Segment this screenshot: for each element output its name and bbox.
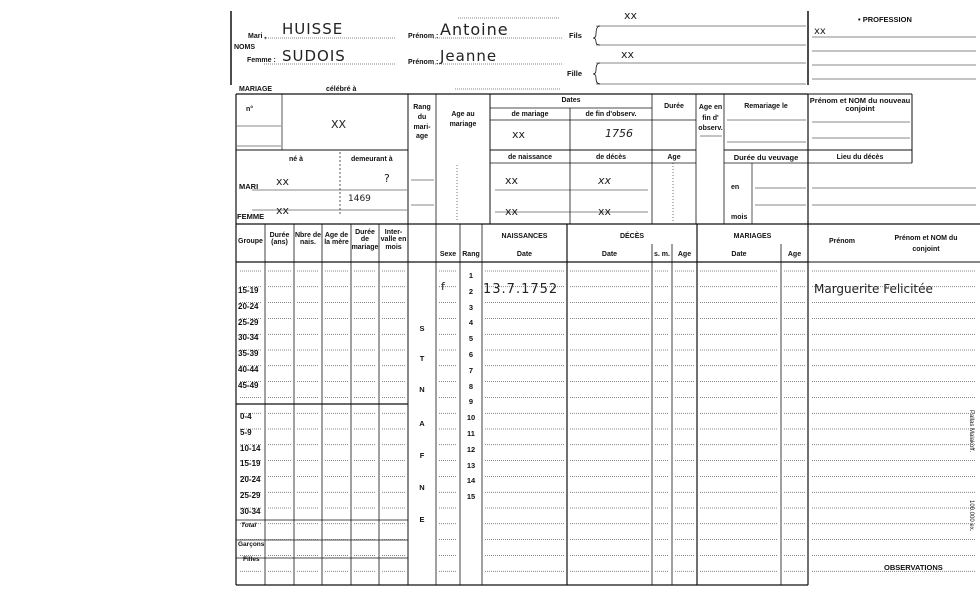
rank-number: 6 xyxy=(468,350,474,359)
age-group-duration: 20-24 xyxy=(240,475,261,485)
mari-prenom-label: Prénom : xyxy=(408,33,439,40)
date-mariage-value: xx xyxy=(512,128,526,141)
nbre-nais-header: Nbre de nais. xyxy=(294,232,322,247)
sm-header: s. m. xyxy=(654,251,670,258)
femme-name: SUDOIS xyxy=(282,47,346,65)
de-naissance-label: de naissance xyxy=(508,154,552,161)
intervalle-header: Inter-valle en mois xyxy=(380,229,407,251)
conjoint-header: Prénom et NOM du conjoint xyxy=(894,235,958,254)
femme-prenom-label: Prénom : xyxy=(408,59,439,66)
enfants-letter: F xyxy=(419,451,425,460)
rank-number: 4 xyxy=(468,318,474,328)
age-group-mother: 20-24 xyxy=(238,301,259,311)
age-group-mother: 40-44 xyxy=(238,365,259,374)
deces-age-header: Age xyxy=(677,251,692,258)
naissances-date-header: Date xyxy=(516,251,533,258)
printer-text: Pallas Malakoff. xyxy=(968,410,974,453)
naissances-header: NAISSANCES xyxy=(501,233,548,240)
age-fin-observ-label: Age en fin d' observ. xyxy=(698,104,723,132)
mois-label: mois xyxy=(731,214,748,221)
mari-deces-value: xx xyxy=(598,174,612,187)
sexe-header: Sexe xyxy=(439,251,457,258)
remariage-label: Remariage le xyxy=(744,103,788,110)
femme-row-label: FEMME xyxy=(237,212,265,221)
observations-label: OBSERVATIONS xyxy=(884,563,943,572)
rank-number: 1 xyxy=(468,271,474,280)
age-mere-header: Age de la mère xyxy=(324,232,349,247)
femme-prenom: Jeanne xyxy=(440,47,498,65)
dates-label: Dates xyxy=(561,97,581,104)
age-group-mother: 45-49 xyxy=(238,380,259,390)
age-group-mother: 30-34 xyxy=(238,333,259,343)
mari-name: HUISSE xyxy=(282,20,344,38)
celebre-value: XX xyxy=(331,118,347,131)
duree-label: Durée xyxy=(664,103,684,110)
age-group-duration: 15-19 xyxy=(240,459,261,469)
mari-naissance-value: xx xyxy=(505,174,519,187)
age-label: Age xyxy=(667,154,681,161)
profession-value: xx xyxy=(814,26,826,37)
rang-header: Rang xyxy=(462,251,480,258)
femme-label: Femme : xyxy=(247,57,276,64)
age-group-duration: 0-4 xyxy=(240,412,252,421)
rank-number: 15 xyxy=(466,492,476,502)
mari-prenom: Antoine xyxy=(440,20,509,39)
mari-label: Mari , xyxy=(248,33,267,40)
celebre-label: célébré à xyxy=(326,86,357,93)
rank-number: 9 xyxy=(468,397,474,407)
age-group-mother: 25-29 xyxy=(238,317,259,327)
de-fin-observ-label: de fin d'observ. xyxy=(585,111,637,118)
enfants-letter: A xyxy=(419,419,425,428)
fils-value: xx xyxy=(624,9,638,22)
mari-ne-value: xx xyxy=(276,175,290,188)
rank-number: 8 xyxy=(468,381,474,391)
mari-demeurant-value: ? xyxy=(384,172,390,185)
rank-number: 13 xyxy=(466,460,476,470)
child-sexe: f xyxy=(441,280,445,293)
child-prenom: Marguerite Felicitée xyxy=(814,282,933,296)
lieu-deces-label: Lieu du décès xyxy=(836,154,884,161)
profession-label: • PROFESSION xyxy=(858,15,912,24)
deces-header: DÉCÈS xyxy=(619,233,645,240)
rank-number: 3 xyxy=(468,302,474,312)
ne-a-label: né à xyxy=(289,156,304,163)
mariages-date-header: Date xyxy=(731,251,747,258)
fille-value: xx xyxy=(621,48,635,61)
femme-deces-value: xx xyxy=(598,205,612,218)
rank-number: 11 xyxy=(467,429,475,438)
rang-mariage-label: Rang du mari-age xyxy=(413,104,431,141)
child-prenom-header: Prénom xyxy=(828,238,856,245)
duree-mariage-header: Durée de mariage xyxy=(351,229,379,251)
mariage-label: MARIAGE xyxy=(239,86,273,93)
groupe-header: Groupe xyxy=(238,238,263,245)
age-group-duration: 30-34 xyxy=(240,506,261,516)
duree-veuvage-label: Durée du veuvage xyxy=(733,153,799,162)
age-group-duration: 25-29 xyxy=(240,491,261,500)
mariages-header: MARIAGES xyxy=(733,233,772,240)
child-birth-date: 13.7.1752 xyxy=(483,282,559,297)
de-mariage-label: de mariage xyxy=(511,111,549,118)
age-mariage-label: Age au mariage xyxy=(449,111,477,128)
enfants-letter: N xyxy=(419,385,425,394)
total-label: Total xyxy=(241,522,257,529)
en-label: en xyxy=(731,184,740,191)
femme-naissance-value: xx xyxy=(505,205,519,218)
date-fin-value: 1756 xyxy=(605,127,633,140)
fils-label: Fils xyxy=(569,31,582,40)
mariages-age-header: Age xyxy=(787,251,802,258)
no-label: n° xyxy=(246,106,254,113)
rank-number: 5 xyxy=(468,334,474,344)
rank-number: 14 xyxy=(466,476,476,486)
mari-row-label: MARI xyxy=(239,182,259,191)
age-group-mother: 35-39 xyxy=(238,349,259,359)
deces-date-header: Date xyxy=(601,251,618,258)
rank-number: 12 xyxy=(466,444,476,454)
duree-ans-header: Durée (ans) xyxy=(269,232,290,247)
age-group-duration: 5-9 xyxy=(240,427,252,437)
enfants-letter: N xyxy=(419,483,425,492)
rank-number: 7 xyxy=(468,365,474,375)
age-group-mother: 15-19 xyxy=(238,286,259,295)
rank-number: 10 xyxy=(466,413,476,423)
enfants-letter: S xyxy=(419,324,425,333)
filles-label: Filles xyxy=(243,556,260,563)
age-group-duration: 10-14 xyxy=(240,443,261,453)
demeurant-extra: 1469 xyxy=(348,194,371,204)
enfants-letter: E xyxy=(419,515,425,524)
nouveau-conjoint-label: Prénom et NOM du nouveau conjoint xyxy=(809,96,911,113)
garcons-label: Garçons xyxy=(238,541,265,548)
de-deces-label: de décès xyxy=(596,154,626,161)
rank-number: 2 xyxy=(468,286,474,296)
print-run-text: 100.000 ex. xyxy=(968,500,974,532)
enfants-letter: T xyxy=(419,354,425,363)
noms-label: NOMS xyxy=(234,44,255,51)
fille-label: Fille xyxy=(567,69,583,78)
femme-ne-value: xx xyxy=(276,204,290,217)
demeurant-label: demeurant à xyxy=(351,156,393,163)
